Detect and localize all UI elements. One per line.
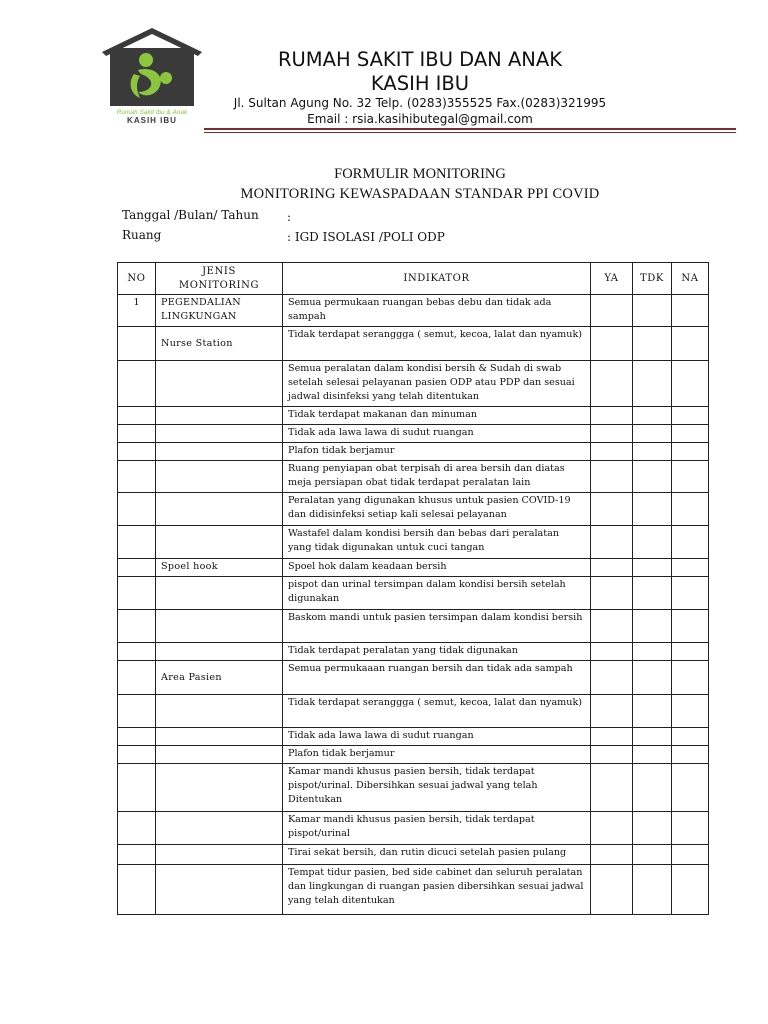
na-cell[interactable] <box>672 407 709 425</box>
table-row <box>118 327 709 361</box>
row-indikator: Ruang penyiapan obat terpisah di area bersih dan diatas meja persiapan obat tidak terdapat peralatan lain <box>283 461 591 493</box>
row-indikator: Kamar mandi khusus pasien bersih, tidak terdapat pispot/urinal. Dibersihkan sesuai jadwal yang telah Ditentukan <box>283 764 591 812</box>
row-no <box>118 407 156 425</box>
row-jenis <box>156 764 283 812</box>
row-jenis <box>156 526 283 559</box>
row-jenis <box>156 845 283 865</box>
row-no <box>118 443 156 461</box>
row-jenis <box>156 461 283 493</box>
row-no <box>118 661 156 695</box>
row-no <box>118 865 156 915</box>
tdk-cell[interactable] <box>633 728 672 746</box>
row-no <box>118 425 156 443</box>
tdk-cell[interactable] <box>633 764 672 812</box>
row-no <box>118 764 156 812</box>
table-row <box>118 746 709 764</box>
ya-cell[interactable] <box>591 643 633 661</box>
header-no: NO <box>118 263 156 295</box>
tdk-cell[interactable] <box>633 425 672 443</box>
row-no <box>118 526 156 559</box>
row-indikator: Semua permukaan ruangan bebas debu dan tidak ada sampah <box>283 295 591 327</box>
row-jenis <box>156 695 283 728</box>
ya-cell[interactable] <box>591 746 633 764</box>
hospital-house-logo-icon <box>98 26 206 128</box>
table-row <box>118 728 709 746</box>
na-cell[interactable] <box>672 559 709 577</box>
row-jenis <box>156 407 283 425</box>
header-jenis: JENIS MONITORING <box>156 263 283 295</box>
na-cell[interactable] <box>672 327 709 361</box>
tdk-cell[interactable] <box>633 661 672 695</box>
na-cell[interactable] <box>672 764 709 812</box>
row-indikator: Tidak terdapat peralatan yang tidak digunakan <box>283 643 591 661</box>
na-cell[interactable] <box>672 695 709 728</box>
na-cell[interactable] <box>672 461 709 493</box>
ya-cell[interactable] <box>591 661 633 695</box>
row-no <box>118 577 156 610</box>
table-row <box>118 361 709 407</box>
table-row <box>118 812 709 845</box>
hospital-name-line2: KASIH IBU <box>370 72 470 95</box>
ya-cell[interactable] <box>591 327 633 361</box>
table-row <box>118 643 709 661</box>
ya-cell[interactable] <box>591 443 633 461</box>
row-no <box>118 610 156 643</box>
ya-cell[interactable] <box>591 728 633 746</box>
row-indikator: Spoel hok dalam keadaan bersih <box>283 559 591 577</box>
tdk-cell[interactable] <box>633 559 672 577</box>
ruang-label: Ruang <box>122 228 162 242</box>
table-row <box>118 461 709 493</box>
row-jenis <box>156 746 283 764</box>
row-jenis <box>156 610 283 643</box>
tdk-cell[interactable] <box>633 361 672 407</box>
table-row <box>118 295 709 327</box>
row-no: 1 <box>118 295 156 327</box>
ya-cell[interactable] <box>591 764 633 812</box>
row-indikator: Plafon tidak berjamur <box>283 443 591 461</box>
table-row <box>118 661 709 695</box>
ya-cell[interactable] <box>591 812 633 845</box>
row-no <box>118 643 156 661</box>
table-row <box>118 845 709 865</box>
tdk-cell[interactable] <box>633 493 672 526</box>
ya-cell[interactable] <box>591 695 633 728</box>
row-jenis: PEGENDALIAN LINGKUNGAN <box>156 295 283 327</box>
header-tdk: TDK <box>633 263 672 295</box>
row-indikator: Semua permukaaan ruangan bersih dan tidak ada sampah <box>283 661 591 695</box>
tdk-cell[interactable] <box>633 610 672 643</box>
row-jenis <box>156 728 283 746</box>
form-title: FORMULIR MONITORING <box>334 166 506 182</box>
row-indikator: pispot dan urinal tersimpan dalam kondisi bersih setelah digunakan <box>283 577 591 610</box>
row-no <box>118 327 156 361</box>
table-row <box>118 610 709 643</box>
tdk-cell[interactable] <box>633 407 672 425</box>
na-cell[interactable] <box>672 425 709 443</box>
table-row <box>118 865 709 915</box>
tdk-cell[interactable] <box>633 295 672 327</box>
table-row <box>118 526 709 559</box>
logo-caption-line2: KASIH IBU <box>127 116 177 125</box>
hospital-logo <box>98 26 206 128</box>
row-jenis: Nurse Station <box>156 327 283 361</box>
ya-cell[interactable] <box>591 361 633 407</box>
tdk-cell[interactable] <box>633 746 672 764</box>
row-indikator: Baskom mandi untuk pasien tersimpan dalam kondisi bersih <box>283 610 591 643</box>
row-jenis <box>156 577 283 610</box>
ya-cell[interactable] <box>591 493 633 526</box>
table-row <box>118 695 709 728</box>
row-no <box>118 812 156 845</box>
row-indikator: Tidak ada lawa lawa di sudut ruangan <box>283 728 591 746</box>
row-no <box>118 746 156 764</box>
hospital-name <box>230 48 610 96</box>
ya-cell[interactable] <box>591 577 633 610</box>
row-indikator: Tidak terdapat seranggga ( semut, kecoa, lalat dan nyamuk) <box>283 695 591 728</box>
tdk-cell[interactable] <box>633 461 672 493</box>
na-cell[interactable] <box>672 746 709 764</box>
ruang-value: : IGD ISOLASI /POLI ODP <box>287 230 445 244</box>
tdk-cell[interactable] <box>633 845 672 865</box>
tdk-cell[interactable] <box>633 526 672 559</box>
tanggal-value: : <box>287 210 292 224</box>
row-indikator: Tidak ada lawa lawa di sudut ruangan <box>283 425 591 443</box>
header-na: NA <box>672 263 709 295</box>
row-jenis <box>156 361 283 407</box>
hospital-name-line1: RUMAH SAKIT IBU DAN ANAK <box>277 48 563 71</box>
row-indikator: Tidak terdapat makanan dan minuman <box>283 407 591 425</box>
ya-cell[interactable] <box>591 845 633 865</box>
ya-cell[interactable] <box>591 610 633 643</box>
row-no <box>118 728 156 746</box>
na-cell[interactable] <box>672 643 709 661</box>
row-no <box>118 695 156 728</box>
table-row <box>118 425 709 443</box>
hospital-address: Jl. Sultan Agung No. 32 Telp. (0283)355525 Fax.(0283)321995 <box>233 96 607 110</box>
table-row <box>118 577 709 610</box>
table-row <box>118 443 709 461</box>
na-cell[interactable] <box>672 577 709 610</box>
row-jenis <box>156 425 283 443</box>
row-jenis: Area Pasien <box>156 661 283 695</box>
ya-cell[interactable] <box>591 865 633 915</box>
header-indikator: INDIKATOR <box>283 263 591 295</box>
tdk-cell[interactable] <box>633 695 672 728</box>
row-no <box>118 461 156 493</box>
row-jenis <box>156 812 283 845</box>
ya-cell[interactable] <box>591 425 633 443</box>
hospital-email: Email : rsia.kasihibutegal@gmail.com <box>307 112 533 126</box>
na-cell[interactable] <box>672 661 709 695</box>
table-header-row <box>118 263 709 295</box>
ya-cell[interactable] <box>591 461 633 493</box>
row-no <box>118 361 156 407</box>
na-cell[interactable] <box>672 865 709 915</box>
logo-caption-line1: Rumah Sakit Ibu & Anak <box>116 109 188 116</box>
na-cell[interactable] <box>672 295 709 327</box>
ya-cell[interactable] <box>591 559 633 577</box>
header-rule-thick <box>204 128 736 130</box>
table-row <box>118 764 709 812</box>
row-indikator: Plafon tidak berjamur <box>283 746 591 764</box>
table-row <box>118 559 709 577</box>
tdk-cell[interactable] <box>633 865 672 915</box>
ya-cell[interactable] <box>591 407 633 425</box>
ya-cell[interactable] <box>591 526 633 559</box>
row-indikator: Tirai sekat bersih, dan rutin dicuci setelah pasien pulang <box>283 845 591 865</box>
table-row <box>118 407 709 425</box>
header-rule-thin <box>204 132 736 133</box>
header-ya: YA <box>591 263 633 295</box>
row-indikator: Semua peralatan dalam kondisi bersih & Sudah di swab setelah selesai pelayanan pasien ODP atau PDP dan sesuai jadwal disinfeksi yang telah ditentukan <box>283 361 591 407</box>
tdk-cell[interactable] <box>633 577 672 610</box>
na-cell[interactable] <box>672 493 709 526</box>
ya-cell[interactable] <box>591 295 633 327</box>
na-cell[interactable] <box>672 361 709 407</box>
row-jenis <box>156 443 283 461</box>
na-cell[interactable] <box>672 610 709 643</box>
row-no <box>118 845 156 865</box>
row-indikator: Kamar mandi khusus pasien bersih, tidak terdapat pispot/urinal <box>283 812 591 845</box>
tdk-cell[interactable] <box>633 643 672 661</box>
row-jenis: Spoel hook <box>156 559 283 577</box>
tdk-cell[interactable] <box>633 327 672 361</box>
na-cell[interactable] <box>672 526 709 559</box>
na-cell[interactable] <box>672 728 709 746</box>
tdk-cell[interactable] <box>633 443 672 461</box>
monitoring-table <box>117 262 709 915</box>
na-cell[interactable] <box>672 845 709 865</box>
form-subtitle: MONITORING KEWASPADAAN STANDAR PPI COVID <box>240 186 600 202</box>
row-no <box>118 493 156 526</box>
row-indikator: Peralatan yang digunakan khusus untuk pasien COVID-19 dan didisinfeksi setiap kali selesai pelayanan <box>283 493 591 526</box>
table-row <box>118 493 709 526</box>
row-no <box>118 559 156 577</box>
tanggal-label: Tanggal /Bulan/ Tahun <box>122 208 259 222</box>
row-indikator: Wastafel dalam kondisi bersih dan bebas dari peralatan yang tidak digunakan untuk cuci tangan <box>283 526 591 559</box>
row-indikator: Tempat tidur pasien, bed side cabinet dan seluruh peralatan dan lingkungan di ruangan pasien dibersihkan sesuai jadwal yang telah ditentukan <box>283 865 591 915</box>
row-jenis <box>156 643 283 661</box>
row-indikator: Tidak terdapat seranggga ( semut, kecoa, lalat dan nyamuk) <box>283 327 591 361</box>
na-cell[interactable] <box>672 443 709 461</box>
row-jenis <box>156 865 283 915</box>
row-jenis <box>156 493 283 526</box>
tdk-cell[interactable] <box>633 812 672 845</box>
na-cell[interactable] <box>672 812 709 845</box>
